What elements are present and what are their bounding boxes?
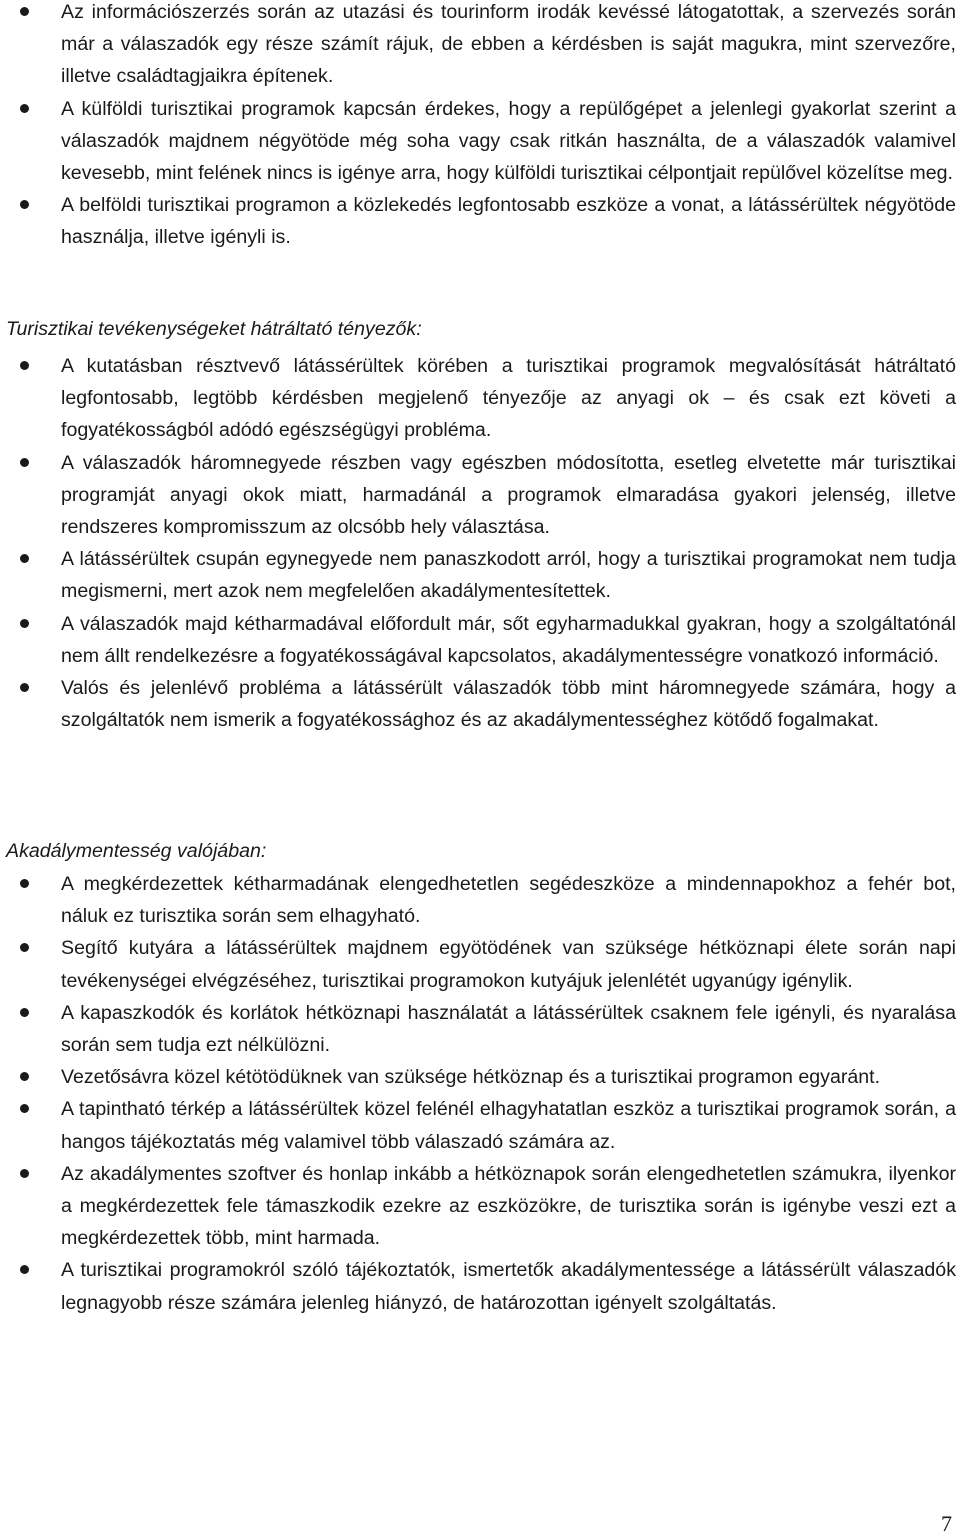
bullet-icon <box>20 104 29 113</box>
bullet-icon <box>20 943 29 952</box>
list-item: A turisztikai programokról szóló tájékoztatók, ismertetők akadálymentessége a látássérült válaszadók legnagyobb része számára jelenleg hiányzó, de határozottan igényelt szolgáltatás. <box>0 1254 960 1318</box>
bullet-icon <box>20 879 29 888</box>
bullet-list-intro <box>0 0 960 254</box>
page-number: 7 <box>941 1511 952 1536</box>
bullet-icon <box>20 1169 29 1178</box>
list-item: A látássérültek csupán egynegyede nem panaszkodott arról, hogy a turisztikai programokat nem tudja megismerni, mert azok nem megfelelően akadálymentesítettek. <box>0 543 960 607</box>
section-obstacles <box>0 350 960 736</box>
list-item: Segítő kutyára a látássérültek majdnem egyötödének van szüksége hétköznapi élete során napi tevékenységei elvégzéséhez, turisztikai programokon kutyájuk jelenlétét ugyanúgy igénylik. <box>0 932 960 996</box>
section-heading-obstacles: Turisztikai tevékenységeket hátráltató tényezők: <box>6 318 422 340</box>
list-item: A kapaszkodók és korlátok hétköznapi használatát a látássérültek csaknem fele igényli, és nyaralása során sem tudja ezt nélkülözni. <box>0 997 960 1061</box>
list-item: Valós és jelenlévő probléma a látássérült válaszadók több mint háromnegyede számára, hogy a szolgáltatók nem ismerik a fogyatékossághoz és az akadálymentességhez kötődő fogalmakat. <box>0 672 960 736</box>
list-item: A megkérdezettek kétharmadának elengedhetetlen segédeszköze a mindennapokhoz a fehér bot, náluk ez turisztika során sem elhagyható. <box>0 868 960 932</box>
bullet-list-obstacles <box>0 350 960 736</box>
bullet-icon <box>20 1072 29 1081</box>
bullet-list-accessibility <box>0 868 960 1319</box>
bullet-icon <box>20 458 29 467</box>
list-item: A válaszadók majd kétharmadával előfordult már, sőt egyharmadukkal gyakran, hogy a szolgáltatónál nem állt rendelkezésre a fogyatékosságával kapcsolatos, akadálymentességre vonatkozó információ. <box>0 608 960 672</box>
list-item: A belföldi turisztikai programon a közlekedés legfontosabb eszköze a vonat, a látássérültek négyötöde használja, illetve igényli is. <box>0 189 960 253</box>
bullet-icon <box>20 619 29 628</box>
section-heading-accessibility: Akadálymentesség valójában: <box>6 840 267 862</box>
list-item: A külföldi turisztikai programok kapcsán érdekes, hogy a repülőgépet a jelenlegi gyakorlat szerint a válaszadók majdnem négyötöde még soha vagy csak ritkán használta, de a válaszadók valamivel kevesebb, mint felének nincs is igénye arra, hogy külföldi turisztikai célpontjait repülővel közelítse meg. <box>0 93 960 190</box>
list-item: Az információszerzés során az utazási és tourinform irodák kevéssé látogatottak, a szervezés során már a válaszadók egy része számít rájuk, de ebben a kérdésben is saját magukra, mint szervezőre, illetve családtagjaikra építenek. <box>0 0 960 93</box>
list-item: A tapintható térkép a látássérültek közel felénél elhagyhatatlan eszköz a turisztikai programok során, a hangos tájékoztatás még valamivel több válaszadó számára az. <box>0 1093 960 1157</box>
bullet-icon <box>20 554 29 563</box>
bullet-icon <box>20 1104 29 1113</box>
section-accessibility <box>0 868 960 1319</box>
section-intro <box>0 0 960 254</box>
bullet-icon <box>20 200 29 209</box>
bullet-icon <box>20 361 29 370</box>
bullet-icon <box>20 7 29 16</box>
bullet-icon <box>20 1265 29 1274</box>
list-item: Az akadálymentes szoftver és honlap inkább a hétköznapok során elengedhetetlen számukra, ilyenkor a megkérdezettek fele támaszkodik ezekre az eszközökre, de turisztika során is igénybe veszi ezt a megkérdezettek több, mint harmada. <box>0 1158 960 1255</box>
list-item: A válaszadók háromnegyede részben vagy egészben módosította, esetleg elvetette már turisztikai programját anyagi okok miatt, harmadánál a programok elmaradása gyakori jelenség, illetve rendszeres kompromisszum az olcsóbb hely választása. <box>0 447 960 544</box>
bullet-icon <box>20 683 29 692</box>
bullet-icon <box>20 1008 29 1017</box>
list-item: A kutatásban résztvevő látássérültek körében a turisztikai programok megvalósítását hátráltató legfontosabb, legtöbb kérdésben megjelenő tényezője az anyagi ok – és csak ezt követi a fogyatékosságból adódó egészségügyi probléma. <box>0 350 960 447</box>
list-item: Vezetősávra közel kétötödüknek van szüksége hétköznap és a turisztikai programon egyaránt. <box>0 1061 960 1093</box>
